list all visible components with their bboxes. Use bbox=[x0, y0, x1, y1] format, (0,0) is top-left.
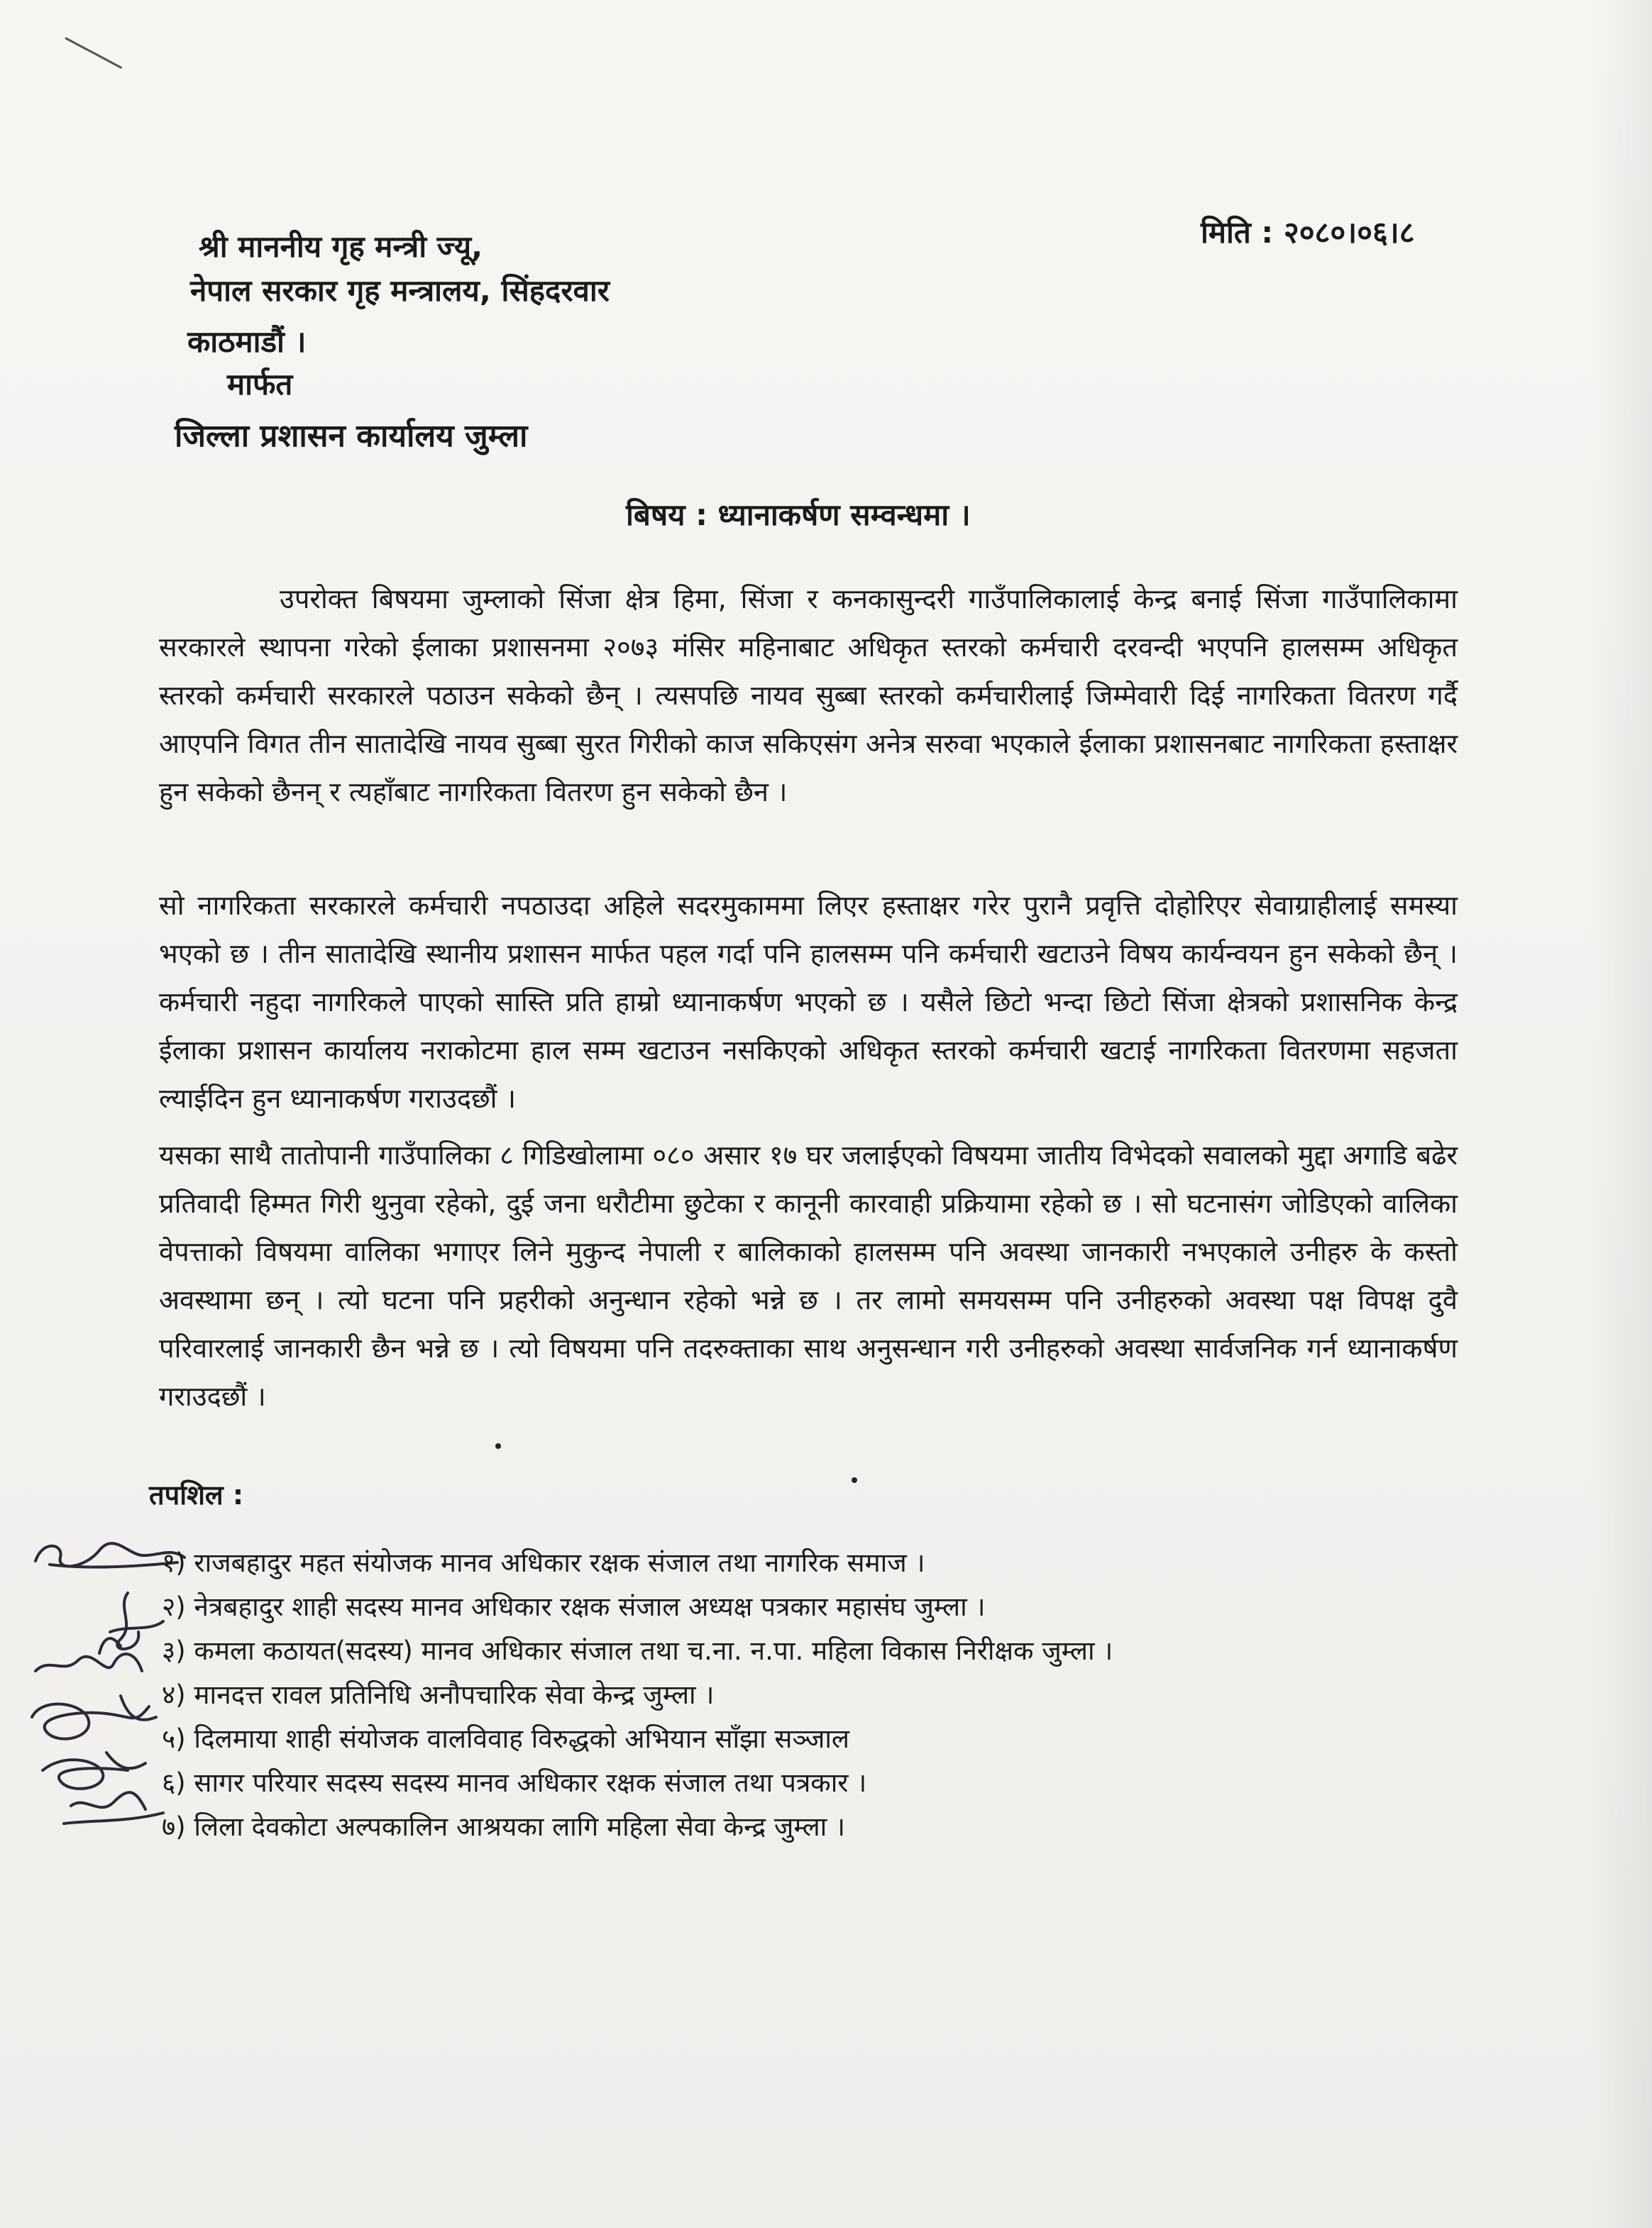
list-item: २) नेत्रबहादुर शाही सदस्य मानव अधिकार रक्षक संजाल अध्यक्ष पत्रकार महासंघ जुम्ला । bbox=[162, 1592, 986, 1622]
page-edge-shadow bbox=[1588, 0, 1652, 2228]
letter-date: मिति : २०८०।०६।८ bbox=[1201, 215, 1415, 250]
addressee-via: मार्फत bbox=[227, 367, 293, 402]
addressee-minister: श्री माननीय गृह मन्त्री ज्यू, bbox=[199, 229, 483, 264]
list-item: ३) कमला कठायत(सदस्य) मानव अधिकार संजाल तथा च.ना. न.पा. महिला विकास निरीक्षक जुम्ला । bbox=[162, 1636, 1113, 1666]
body-paragraph-3: यसका साथै तातोपानी गाउँपालिका ८ गिडिखोलामा ०८० असार १७ घर जलाईएको विषयमा जातीय विभेदको सवालको मुद्दा अगाडि बढेर प्रतिवादी हिम्मत गिरी थुनुवा रहेको, दुई जना धरौटीमा छुटेका र कानूनी कारवाही प्रक्रियामा रहेको छ । सो घटनासंग जोडिएको वालिका वेपत्ताको विषयमा वालिका भगाएर लिने मुकुन्द नेपाली र बालिकाको हालसम्म पनि अवस्था जानकारी नभएकाले उनीहरु के कस्तो अवस्थामा छन् । त्यो घटना पनि प्रहरीको अनुन्धान रहेको भन्ने छ । तर लामो समयसम्म पनि उनीहरुको अवस्था पक्ष विपक्ष दुवै परिवारलाई जानकारी छैन भन्ने छ । त्यो विषयमा पनि तदरुक्ताका साथ अनुसन्धान गरी उनीहरुको अवस्था सार्वजनिक गर्न ध्यानाकर्षण गराउदछौं । bbox=[159, 1140, 1458, 1412]
letter-subject: बिषय : ध्यानाकर्षण सम्वन्धमा । bbox=[626, 497, 971, 532]
list-item: ५) दिलमाया शाही संयोजक वालविवाह विरुद्धको अभियान साँझा सञ्जाल bbox=[162, 1724, 849, 1754]
ink-dot bbox=[495, 1443, 501, 1449]
body-paragraph-1: उपरोक्त बिषयमा जुम्लाको सिंजा क्षेत्र हिमा, सिंजा र कनकासुन्दरी गाउँपालिकालाई केन्द्र बनाई सिंजा गाउँपालिकामा सरकारले स्थापना गरेको ईलाका प्रशासनमा २०७३ मंसिर महिनाबाट अधिकृत स्तरको कर्मचारी दरवन्दी भएपनि हालसम्म अधिकृत स्तरको कर्मचारी सरकारले पठाउन सकेको छैन् । त्यसपछि नायव सुब्बा स्तरको कर्मचारीलाई जिम्मेवारी दिई नागरिकता वितरण गर्दै आएपनि विगत तीन सातादेखि नायव सुब्बा सुरत गिरीको काज सकिएसंग अनेत्र सरुवा भएकाले ईलाका प्रशासनबाट नागरिकता हस्ताक्षर हुन सकेको छैनन् र त्यहाँबाट नागरिकता वितरण हुन सकेको छैन । bbox=[159, 583, 1458, 807]
addressee-city: काठमाडौं । bbox=[187, 324, 307, 359]
list-item: १) राजबहादुर महत संयोजक मानव अधिकार रक्षक संजाल तथा नागरिक समाज । bbox=[162, 1548, 925, 1578]
list-item: ४) मानदत्त रावल प्रतिनिधि अनौपचारिक सेवा केन्द्र जुम्ला । bbox=[162, 1680, 715, 1710]
pen-scratch-mark bbox=[65, 37, 122, 69]
ink-dot bbox=[852, 1477, 857, 1483]
addressee-ministry: नेपाल सरकार गृह मन्त्रालय, सिंहदरवार bbox=[190, 273, 610, 308]
tapsil-label: तपशिल : bbox=[149, 1479, 244, 1511]
body-paragraph-2: सो नागरिकता सरकारले कर्मचारी नपठाउदा अहिले सदरमुकाममा लिएर हस्ताक्षर गरेर पुरानै प्रवृत्ति दोहोरिएर सेवाग्राहीलाई समस्या भएको छ । तीन सातादेखि स्थानीय प्रशासन मार्फत पहल गर्दा पनि हालसम्म पनि कर्मचारी खटाउने विषय कार्यन्वयन हुन सकेको छैन् । कर्मचारी नहुदा नागरिकले पाएको सास्ति प्रति हाम्रो ध्यानाकर्षण भएको छ । यसैले छिटो भन्दा छिटो सिंजा क्षेत्रको प्रशासनिक केन्द्र ईलाका प्रशासन कार्यालय नराकोटमा हाल सम्म खटाउन नसकिएको अधिकृत स्तरको कर्मचारी खटाई नागरिकता वितरणमा सहजता ल्याईदिन हुन ध्यानाकर्षण गराउदछौं । bbox=[159, 890, 1458, 1114]
addressee-district-office: जिल्ला प्रशासन कार्यालय जुम्ला bbox=[175, 418, 528, 454]
list-item: ७) लिला देवकोटा अल्पकालिन आश्रयका लागि महिला सेवा केन्द्र जुम्ला । bbox=[162, 1811, 846, 1842]
list-item: ६) सागर परियार सदस्य सदस्य मानव अधिकार रक्षक संजाल तथा पत्रकार । bbox=[162, 1767, 867, 1798]
tapsil-list bbox=[162, 1541, 1113, 1849]
